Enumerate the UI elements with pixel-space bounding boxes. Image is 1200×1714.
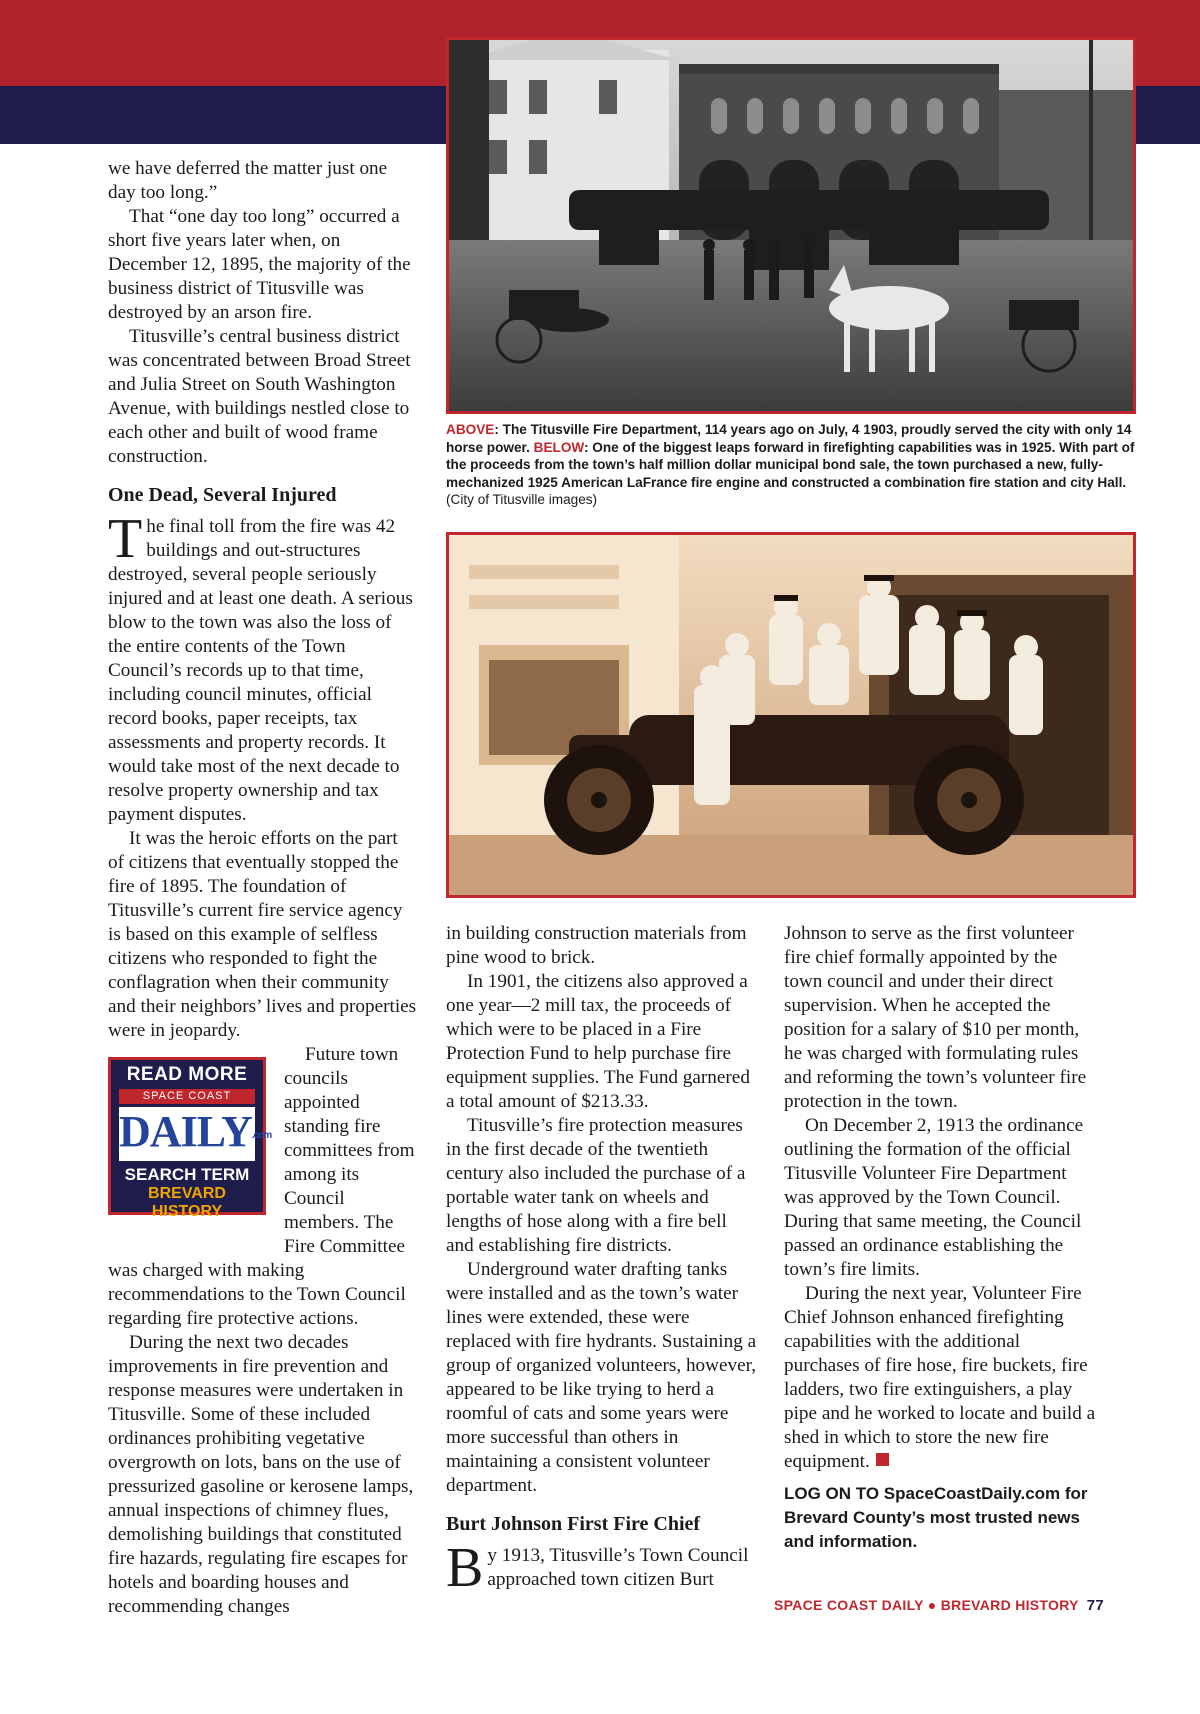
end-mark-icon [876, 1453, 889, 1466]
page-footer [774, 1597, 1104, 1614]
col3-paragraph-3 [784, 1282, 1100, 1474]
promo-brand-com: .com [251, 1129, 272, 1141]
column-1 [108, 157, 418, 1619]
promo-term: BREVARD HISTORY [148, 1184, 226, 1220]
col1-paragraph-4-text: he final toll from the fire was 42 buildings and out-structures destroyed, several people seriously injured and at least one death. A serious blow to the town was also the loss of the entire contents of the Town Council’s records up to that time, including council minutes, official record books, paper receipts, tax assessments and property records. It would take most of the next decade to resolve property ownership and tax payment disputes. [108, 516, 413, 825]
col1-paragraph-6-text: Future town councils appointed standing fire committees from among its Council members. The Fire Committee was charged with making recommendations to the Town Council regarding fire protective actions. [108, 1044, 415, 1329]
column-3 [784, 922, 1100, 1554]
logon-promo[interactable]: LOG ON TO SpaceCoastDaily.com for Brevard County’s most trusted news and information. [784, 1484, 1088, 1551]
col2-paragraph-4: Underground water drafting tanks were installed and as the town’s water lines were extended, these were replaced with fire hydrants. Sustaining a group of organized volunteers, however, appeared to be like trying to herd a roomful of cats and some years were more successful than others in maintaining a consistent volunteer department. [446, 1259, 757, 1496]
photo-1925-graphic [449, 535, 1133, 895]
promo-brand-main: DAILY [119, 1107, 252, 1156]
photo-fire-engine-1925 [446, 532, 1136, 898]
col1-paragraph-7: During the next two decades improvements in fire prevention and response measures were undertaken in Titusville. Some of these included ordinances prohibiting vegetative overgrowth on lots, bans on the use of pressurized gasoline or kerosene lamps, annual inspections of chimney flues, demolishing buildings that constituted fire hazards, regulating fire escapes for hotels and boarding houses and recommending changes [108, 1332, 414, 1617]
footer-section: BREVARD HISTORY [940, 1597, 1079, 1613]
caption-below-text: : One of the biggest leaps forward in firefighting capabilities was in 1925. With part of the proceeds from the town’s half million dollar municipal bond sale, the town purchased a new, fully-mechanized 1925 American LaFrance fire engine and constructed a combination fire station and city Hall. [446, 439, 1135, 490]
col1-paragraph-4 [108, 508, 418, 827]
col2-paragraph-1: in building construction materials from pine wood to brick. [446, 923, 747, 968]
caption-credit: (City of Titusville images) [446, 492, 598, 508]
caption-above-text: : The Titusville Fire Department, 114 years ago on July, 4 1903, proudly served the city with only 14 horse power. [446, 422, 1132, 455]
col3-paragraph-1: Johnson to serve as the first volunteer fire chief formally appointed by the town council and under their direct supervision. When he accepted the position for a salary of $10 per month, he was charged with formulating rules and reforming the town’s volunteer fire protection in the town. [784, 923, 1087, 1112]
col2-paragraph-5 [446, 1537, 758, 1599]
promo-read-more: READ MORE [126, 1064, 248, 1085]
col2-heading-burt-johnson: Burt Johnson First Fire Chief [446, 1513, 701, 1535]
col2-drop-cap: B [446, 1537, 484, 1599]
col3-paragraph-3-text: During the next year, Volunteer Fire Chief Johnson enhanced firefighting capabilities with the additional purchases of fire hose, fire buckets, fire ladders, two fire extinguishers, a play pipe and he worked to locate and build a shed in which to store the new fire equipment. [784, 1283, 1096, 1472]
footer-page-number: 77 [1086, 1597, 1104, 1614]
col1-drop-cap: T [108, 508, 143, 570]
photo-1903-graphic [449, 40, 1133, 411]
column-2 [446, 922, 758, 1599]
col2-paragraph-2: In 1901, the citizens also approved a one year—2 mill tax, the proceeds of which were to be placed in a Fire Protection Fund to help purchase fire equipment supplies. The Fund garnered a total amount of $213.33. [446, 971, 750, 1112]
col2-paragraph-3: Titusville’s fire protection measures in the first decade of the twentieth century also included the purchase of a portable water tank on wheels and lengths of hose along with a fire bell and establishing fire districts. [446, 1115, 746, 1256]
caption-below-label: BELOW [533, 439, 584, 455]
col2-paragraph-5-text: y 1913, Titusville’s Town Council approached town citizen Burt [487, 1545, 749, 1590]
col1-heading-one-dead: One Dead, Several Injured [108, 484, 337, 506]
col1-paragraph-2: That “one day too long” occurred a short five years later when, on December 12, 1895, the majority of the business district of Titusville was destroyed by an arson fire. [108, 206, 411, 323]
col1-paragraph-3: Titusville’s central business district was concentrated between Broad Street and Julia Street on South Washington Avenue, with buildings nestled close to each other and built of wood frame construction. [108, 326, 411, 467]
photo-caption [446, 421, 1136, 509]
promo-search-term: SEARCH TERM [124, 1164, 250, 1184]
promo-brand-top: SPACE COAST [119, 1089, 255, 1104]
col1-paragraph-5: It was the heroic efforts on the part of citizens that eventually stopped the fire of 1895. The foundation of Titusville’s current fire service agency is based on this example of selfless citizens who responded to fight the conflagration when their community and their neighbors’ lives and properties were in jeopardy. [108, 828, 417, 1041]
col1-paragraph-1: we have deferred the matter just one day too long.” [108, 158, 388, 203]
photo-fire-department-1903 [446, 37, 1136, 414]
promo-brand-logo [119, 1107, 272, 1161]
read-more-promo[interactable] [108, 1057, 272, 1220]
col3-paragraph-2: On December 2, 1913 the ordinance outlining the formation of the official Titusville Volunteer Fire Department was approved by the Town Council. During that same meeting, the Council passed an ordinance establishing the town’s fire limits. [784, 1115, 1084, 1280]
caption-above-label: ABOVE [446, 422, 495, 437]
footer-publication: SPACE COAST DAILY [774, 1597, 924, 1613]
footer-bullet-icon: ● [927, 1597, 937, 1613]
